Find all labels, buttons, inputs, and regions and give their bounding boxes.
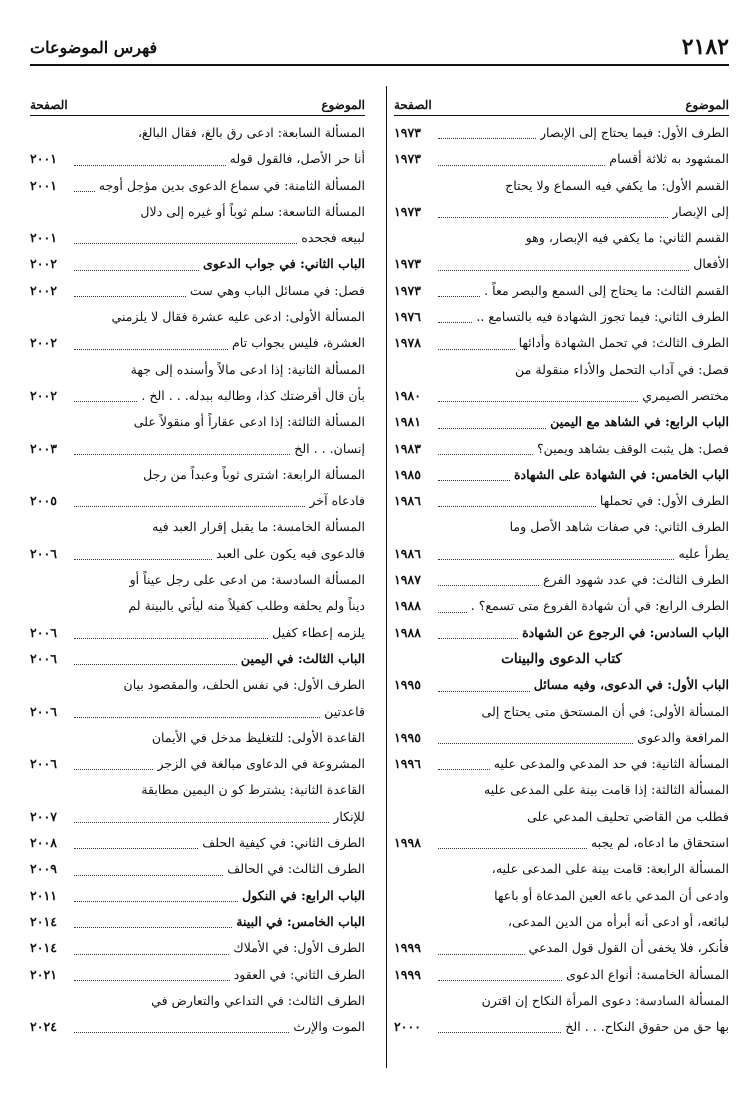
- entry-page: ٢٠٠١: [30, 177, 58, 193]
- entry-page: ٢٠٠٦: [30, 624, 58, 640]
- entry-page: ٢٠٢٤: [30, 1019, 58, 1035]
- leader-dots: [74, 1032, 289, 1033]
- index-entry: [394, 146, 729, 172]
- entry-title: المسألة الرابعة: اشترى ثوباً وعبداً من رجل: [143, 466, 365, 482]
- index-entry: [394, 357, 729, 383]
- entry-title: الطرف الأول: في تحملها: [599, 493, 729, 509]
- entry-title: القاعدة الأولى: للتغليظ مدخل في الأيمان: [151, 729, 365, 745]
- entry-page: ٢٠٠٠: [394, 1019, 422, 1035]
- entry-page: ٢٠٠٦: [30, 756, 58, 772]
- entry-title: المسألة السابعة: ادعى رق بالغ، فقال البالغ،: [137, 125, 365, 140]
- index-entry: [394, 725, 729, 751]
- index-column-right: [394, 86, 729, 1068]
- index-entry: [30, 462, 365, 488]
- entry-title: المسألة الثانية: في حد المدعي والمدعى عليه: [493, 756, 729, 772]
- entry-page: ٢٠٠٩: [30, 861, 58, 877]
- leader-dots: [74, 769, 153, 770]
- entry-title: يلزمه إعطاء كفيل: [272, 624, 365, 640]
- leader-dots: [74, 875, 223, 876]
- entry-page: ١٩٧٣: [394, 256, 422, 272]
- index-entry: [394, 751, 729, 777]
- entry-page: ٢٠٢١: [30, 966, 58, 982]
- index-entry: [394, 830, 729, 856]
- leader-dots: [438, 349, 515, 350]
- entry-title: فادعاه آخر: [309, 493, 365, 509]
- entry-title: فصل: في آداب التحمل والأداء منقولة من: [515, 361, 729, 377]
- entry-page: ٢٠١٤: [30, 940, 58, 956]
- entry-title: فطلب من القاضي تحليف المدعي على: [526, 808, 729, 824]
- entry-title: الأفعال: [693, 256, 729, 272]
- entry-page: ١٩٧٨: [394, 335, 422, 351]
- index-entry: [30, 672, 365, 698]
- entry-title: المسألة الثالثة: إذا قامت بينة على المدعى عليه: [484, 782, 729, 798]
- entry-page: ١٩٨٣: [394, 440, 422, 456]
- leader-dots: [74, 165, 226, 166]
- entry-title: العشرة، فليس بجواب تام: [232, 335, 365, 351]
- entry-title: الطرف الثاني: في العقود: [233, 966, 365, 982]
- entry-title: ديناً ولم يحلفه وطلب كفيلاً منه ليأتي بالبينة لم: [128, 598, 365, 614]
- index-entry: [394, 278, 729, 304]
- leader-dots: [438, 480, 510, 481]
- index-entry: [30, 620, 365, 646]
- index-entry: [394, 409, 729, 435]
- entry-page: ٢٠٠٦: [30, 650, 58, 666]
- entry-title: القسم الثاني: ما يكفي فيه الإبصار، وهو: [525, 230, 729, 246]
- index-entry: [30, 278, 365, 304]
- leader-dots: [438, 769, 490, 770]
- index-entry: [394, 883, 729, 909]
- index-entry: [30, 199, 365, 225]
- column-header: [394, 86, 729, 116]
- entry-page: ١٩٧٣: [394, 151, 422, 167]
- index-entry: [394, 620, 729, 646]
- index-entry: [30, 988, 365, 1014]
- index-entry: [394, 909, 729, 935]
- entry-title: الطرف الثالث: في الحالف: [227, 861, 365, 877]
- entry-page: ١٩٩٩: [394, 966, 422, 982]
- book-title: كتاب الدعوى والبينات: [501, 650, 622, 667]
- entry-title: المسألة الثامنة: في سماع الدعوى بدين مؤجل أوجه: [98, 177, 365, 193]
- entry-title: الطرف الثاني: فيما تجوز الشهادة فيه بالتسامع ..: [476, 309, 729, 325]
- leader-dots: [74, 454, 290, 455]
- entry-title: الباب الخامس: في البينة: [236, 913, 365, 929]
- leader-dots: [74, 717, 320, 718]
- index-entry: [30, 146, 365, 172]
- leader-dots: [74, 848, 198, 849]
- entry-title: الطرف الأول: فيما يحتاج إلى الإبصار: [539, 125, 729, 140]
- entry-title: المسألة الأولى: ادعى عليه عشرة فقال لا يلزمني: [111, 309, 365, 325]
- entry-title: وادعى أن المدعي باعه العين المدعاة أو باعها: [494, 887, 729, 903]
- index-entry: [394, 856, 729, 882]
- entry-page: ١٩٨٠: [394, 387, 422, 403]
- entry-page: ١٩٨١: [394, 414, 422, 430]
- entry-title: الطرف الرابع: في أن شهادة الفروع متى تسمع؟ .: [470, 598, 729, 614]
- index-entry: [394, 541, 729, 567]
- index-entry: [30, 699, 365, 725]
- index-entry: [30, 567, 365, 593]
- index-entry: [30, 173, 365, 199]
- entry-title: لبائعه، أو ادعى أنه أبرأه من الدين المدعى،: [507, 913, 729, 929]
- entry-title: بها حق من حقوق النكاح. . . الخ: [565, 1019, 729, 1035]
- entry-title: الباب الأول: في الدعوى، وفيه مسائل: [533, 677, 729, 693]
- leader-dots: [438, 322, 472, 323]
- entry-title: المسألة الثانية: إذا ادعى مالاً وأسنده إلى جهة: [130, 361, 365, 377]
- leader-dots: [438, 585, 539, 586]
- index-entry: [394, 777, 729, 803]
- index-entry: [394, 672, 729, 698]
- leader-dots: [74, 664, 237, 665]
- entry-title: القسم الأول: ما يكفي فيه السماع ولا يحتاج: [505, 177, 729, 193]
- entry-title: الطرف الثاني: في صفات شاهد الأصل وما: [509, 519, 729, 535]
- entry-title: المشروعة في الدعاوى مبالغة في الزجر: [157, 756, 365, 772]
- entry-page: ٢٠٠٣: [30, 440, 58, 456]
- index-entry: [30, 804, 365, 830]
- entry-page: ١٩٩٩: [394, 940, 422, 956]
- entry-page: ١٩٨٨: [394, 624, 422, 640]
- index-entry: [30, 120, 365, 146]
- leader-dots: [438, 848, 587, 849]
- entry-title: الموت والإرث: [293, 1019, 365, 1035]
- leader-dots: [438, 454, 533, 455]
- page-number: ٢١٨٢: [681, 34, 729, 60]
- entry-title: المسألة السادسة: دعوى المرأة النكاح إن اقترن: [481, 992, 729, 1008]
- entry-list: [394, 116, 729, 1040]
- entry-title: المرافعة والدعوى: [637, 729, 729, 745]
- entry-page: ١٩٩٥: [394, 677, 422, 693]
- entry-page: ٢٠١٤: [30, 913, 58, 929]
- index-entry: [30, 777, 365, 803]
- entry-title: قاعدتين: [324, 703, 365, 719]
- entry-page: ٢٠٠٢: [30, 256, 58, 272]
- entry-title: فصل: هل يثبت الوقف بشاهد ويمين؟: [536, 440, 729, 456]
- index-entry: [394, 225, 729, 251]
- index-entry: [30, 541, 365, 567]
- entry-title: الطرف الأول: في الأملاك: [233, 940, 365, 956]
- entry-title: المسألة الخامسة: ما يقبل إقرار العبد فيه: [152, 519, 365, 535]
- entry-title: المسألة الثالثة: إذا ادعى عقاراً أو منقولاً على: [133, 414, 365, 430]
- leader-dots: [74, 954, 229, 955]
- entry-title: الطرف الأول: في نفس الحلف، والمقصود بيان: [123, 677, 365, 693]
- entry-title: الباب السادس: في الرجوع عن الشهادة: [522, 624, 729, 640]
- index-entry: [394, 935, 729, 961]
- leader-dots: [74, 927, 232, 928]
- entry-title: للإنكار: [333, 808, 365, 824]
- entry-page: ٢٠٠٨: [30, 835, 58, 851]
- index-entry: [30, 225, 365, 251]
- leader-dots: [74, 506, 305, 507]
- leader-dots: [438, 559, 674, 560]
- index-entry: [394, 567, 729, 593]
- entry-page: ١٩٩٨: [394, 835, 422, 851]
- entry-title: المشهود به ثلاثة أقسام: [609, 151, 729, 167]
- index-entry: [30, 962, 365, 988]
- index-entry: [394, 699, 729, 725]
- page-heading: الصفحة: [394, 98, 432, 112]
- entry-page: ١٩٨٧: [394, 572, 422, 588]
- entry-title: الباب الرابع: في الشاهد مع اليمين: [550, 414, 729, 430]
- leader-dots: [74, 559, 212, 560]
- column-header: [30, 86, 365, 116]
- leader-dots: [438, 980, 562, 981]
- entry-title: القاعدة الثانية: يشترط كو ن اليمين مطابقة: [141, 782, 365, 798]
- index-entry: [394, 1014, 729, 1040]
- entry-page: ٢٠٠٧: [30, 808, 58, 824]
- leader-dots: [74, 980, 230, 981]
- entry-page: ١٩٨٦: [394, 493, 422, 509]
- entry-title: المسألة التاسعة: سلم ثوباً أو غيره إلى دلال: [140, 203, 365, 219]
- index-entry: [394, 462, 729, 488]
- entry-title: المسألة السادسة: من ادعى على رجل عيناً أو: [129, 572, 365, 588]
- entry-page: ١٩٩٦: [394, 756, 422, 772]
- leader-dots: [438, 165, 605, 166]
- entry-title: الطرف الثاني: في كيفية الحلف: [202, 835, 365, 851]
- index-entry: [30, 593, 365, 619]
- entry-title: الطرف الثالث: في عدد شهود الفرع: [543, 572, 729, 588]
- entry-page: ٢٠٠٢: [30, 282, 58, 298]
- index-entry: [30, 935, 365, 961]
- entry-page: ٢٠٠١: [30, 151, 58, 167]
- topic-heading: الموضوع: [685, 98, 729, 112]
- index-entry: [30, 409, 365, 435]
- entry-list: [30, 116, 365, 1040]
- index-entry: [394, 199, 729, 225]
- page-header: [30, 30, 729, 66]
- leader-dots: [438, 638, 518, 639]
- index-entry: [394, 593, 729, 619]
- index-entry: [394, 304, 729, 330]
- running-title: فهرس الموضوعات: [30, 37, 158, 57]
- entry-page: ١٩٧٦: [394, 309, 422, 325]
- entry-title: المسألة الأولى: في أن المستحق متى يحتاج إلى: [481, 703, 729, 719]
- entry-title: استحقاق ما ادعاه، لم يجبه: [590, 835, 729, 851]
- entry-page: ١٩٨٦: [394, 545, 422, 561]
- page-heading: الصفحة: [30, 98, 68, 112]
- entry-title: إلى الإبصار: [672, 203, 729, 219]
- entry-title: القسم الثالث: ما يحتاج إلى السمع والبصر معاً .: [484, 282, 729, 298]
- entry-title: المسألة الرابعة: قامت بينة على المدعى عليه،: [491, 861, 729, 877]
- index-column-left: [30, 86, 365, 1068]
- leader-dots: [74, 296, 186, 297]
- entry-title: الطرف الثالث: في تحمل الشهادة وأدائها: [518, 335, 729, 351]
- leader-dots: [438, 743, 633, 744]
- leader-dots: [74, 901, 238, 902]
- entry-title: بأن قال أقرضتك كذا، وطالبه ببدله. . . الخ .: [141, 387, 365, 403]
- entry-page: ٢٠٠٦: [30, 545, 58, 561]
- index-entry: [30, 856, 365, 882]
- index-entry: [30, 909, 365, 935]
- entry-title: فصل: في مسائل الباب وهي ست: [189, 282, 365, 298]
- leader-dots: [438, 612, 467, 613]
- index-entry: [394, 436, 729, 462]
- entry-page: ٢٠٠٦: [30, 703, 58, 719]
- leader-dots: [74, 401, 137, 402]
- index-entry: [30, 830, 365, 856]
- entry-title: الطرف الثالث: في التداعي والتعارض في: [151, 992, 365, 1008]
- index-entry: [30, 488, 365, 514]
- index-entry: [30, 514, 365, 540]
- entry-title: الباب الثاني: في جواب الدعوى: [203, 256, 365, 272]
- entry-title: يطرأ عليه: [678, 545, 729, 561]
- entry-page: ١٩٨٨: [394, 598, 422, 614]
- index-entry: [30, 251, 365, 277]
- entry-title: الباب الرابع: في النكول: [242, 887, 365, 903]
- entry-page: ٢٠٠٢: [30, 335, 58, 351]
- index-entry: [30, 883, 365, 909]
- book-heading: [394, 646, 729, 672]
- entry-page: ١٩٩٥: [394, 729, 422, 745]
- index-entry: [394, 988, 729, 1014]
- index-entry: [30, 383, 365, 409]
- entry-page: ١٩٧٣: [394, 125, 422, 140]
- index-entry: [394, 330, 729, 356]
- index-entry: [394, 173, 729, 199]
- entry-title: فأنكر، فلا يخفى أن القول قول المدعي: [528, 940, 729, 956]
- index-entry: [30, 330, 365, 356]
- index-entry: [394, 251, 729, 277]
- leader-dots: [438, 691, 530, 692]
- entry-title: مختصر الصيمري: [642, 387, 729, 403]
- entry-page: ٢٠٠٢: [30, 387, 58, 403]
- index-entry: [30, 646, 365, 672]
- entry-title: إنسان. . . الخ: [294, 440, 365, 456]
- entry-title: لبيعه فجحده: [301, 230, 365, 246]
- leader-dots: [74, 191, 95, 192]
- entry-title: الباب الثالث: في اليمين: [240, 650, 365, 666]
- entry-page: ١٩٨٥: [394, 466, 422, 482]
- entry-title: الباب الخامس: في الشهادة على الشهادة: [513, 466, 729, 482]
- leader-dots: [74, 822, 329, 823]
- entry-title: المسألة الخامسة: أنواع الدعوى: [566, 966, 729, 982]
- entry-page: ١٩٧٣: [394, 203, 422, 219]
- index-entry: [30, 751, 365, 777]
- index-entry: [394, 383, 729, 409]
- leader-dots: [74, 270, 199, 271]
- leader-dots: [438, 138, 536, 139]
- index-entry: [30, 725, 365, 751]
- index-entry: [30, 436, 365, 462]
- leader-dots: [438, 1032, 561, 1033]
- leader-dots: [74, 349, 228, 350]
- topic-heading: الموضوع: [321, 98, 365, 112]
- leader-dots: [438, 270, 689, 271]
- index-entry: [394, 488, 729, 514]
- leader-dots: [74, 638, 268, 639]
- leader-dots: [438, 401, 638, 402]
- entry-page: ١٩٧٣: [394, 282, 422, 298]
- index-entry: [394, 120, 729, 146]
- index-entry: [394, 514, 729, 540]
- entry-title: أنا حر الأصل، فالقول قوله: [229, 151, 365, 167]
- entry-title: فالدعوى فيه يكون على العبد: [216, 545, 365, 561]
- leader-dots: [438, 506, 596, 507]
- index-entry: [30, 1014, 365, 1040]
- entry-page: ٢٠١١: [30, 887, 58, 903]
- leader-dots: [74, 243, 297, 244]
- index-entry: [394, 962, 729, 988]
- column-divider: [386, 86, 387, 1068]
- leader-dots: [438, 296, 480, 297]
- index-entry: [394, 804, 729, 830]
- index-entry: [30, 357, 365, 383]
- index-entry: [30, 304, 365, 330]
- leader-dots: [438, 428, 546, 429]
- entry-page: ٢٠٠١: [30, 230, 58, 246]
- entry-page: ٢٠٠٥: [30, 493, 58, 509]
- leader-dots: [438, 217, 668, 218]
- leader-dots: [438, 954, 525, 955]
